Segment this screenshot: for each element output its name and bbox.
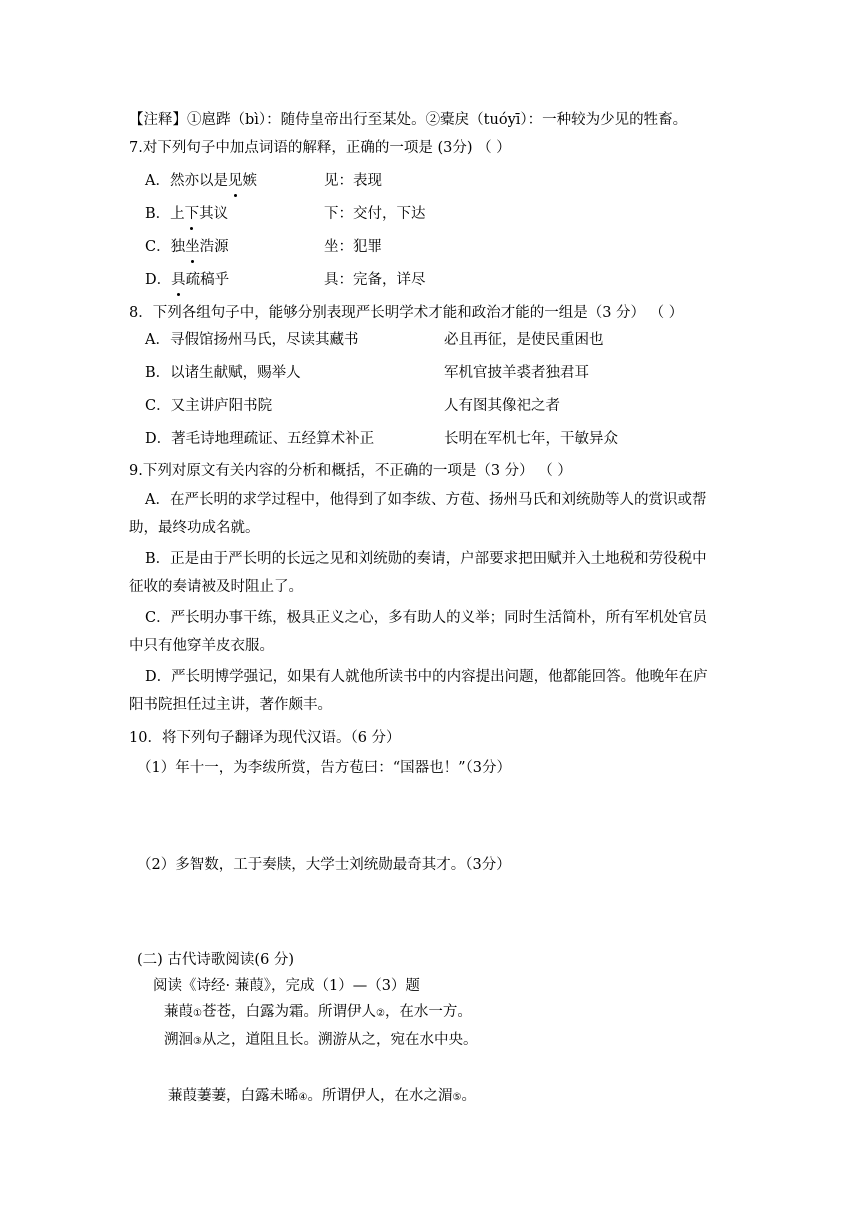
q8-option-a-left: A．寻假馆扬州马氏，尽读其藏书 [145,332,359,348]
q9-option-d-line2: 阳书院担任过主讲，著作颇丰。 [129,697,332,713]
q9-option-c-line2: 中只有他穿羊皮衣服。 [129,638,274,654]
q7-gloss-a: 见：表现 [324,173,382,189]
q8-option-b-left: B．以诸生献赋，赐举人 [145,365,301,381]
q9-option-c-line1: C．严长明办事干练，极具正义之心，多有助人的义举；同时生活简朴，所有军机处官员 [145,610,708,626]
footnote-marker: ① [193,1008,202,1019]
footnote-marker: ③ [193,1036,202,1047]
q8-option-c-right: 人有图其像祀之者 [444,398,560,414]
q8-option-c-left: C．又主讲庐阳书院 [145,398,273,414]
q8-option-a-right: 必且再征，是使民重困也 [444,332,604,348]
footnote-marker: ④ [298,1092,308,1103]
emphasis-dot: 坐 [185,239,200,255]
q8-option-d-right: 长明在军机七年，干敏异众 [444,431,618,447]
q9-option-b-line2: 征收的奏请被及时阻止了。 [129,579,303,595]
question-7-stem: 7.对下列句子中加点词语的解释，正确的一项是 (3分) （ ） [129,140,511,156]
question-8-stem: 8．下列各组句子中，能够分别表现严长明学术才能和政治才能的一组是（3 分） （ ） [129,305,684,321]
q9-option-d-line1: D．严长明博学强记，如果有人就他所读书中的内容提出问题，他都能回答。他晚年在庐 [145,669,708,685]
q8-option-b-right: 军机官披羊裘者独君耳 [444,365,589,381]
poem-line-1: 蒹葭①苍苍，白露为霜。所谓伊人②，在水一方。 [164,1004,472,1020]
question-10-stem: 10．将下列句子翻译为现代汉语。（6 分） [129,730,401,746]
section-2-heading: (二) 古代诗歌阅读(6 分) [137,952,295,968]
q9-option-a-line2: 助，最终功成名就。 [129,520,260,536]
q10-sentence-1: （1）年十一，为李绂所赏，告方苞曰：“国器也！”（3分） [137,760,512,776]
q7-option-c: C．独坐浩源 [145,239,229,255]
q7-gloss-d: 具：完备，详尽 [324,272,426,288]
q7-option-d: D．具疏稿乎 [145,272,230,288]
poem-instruction: 阅读《诗经· 蒹葭》，完成（1）—（3）题 [153,978,420,994]
emphasis-dot: 见 [227,173,243,189]
footnote-marker: ⑤ [452,1092,462,1103]
poem-line-3: 蒹葭萋萋，白露未晞④。所谓伊人，在水之湄⑤。 [168,1088,476,1104]
question-9-stem: 9.下列对原文有关内容的分析和概括，不正确的一项是（3 分） （ ） [129,463,572,479]
q7-option-a: A．然亦以是见嫉 [145,173,257,189]
q7-option-b: B．上下其议 [145,206,229,222]
q7-gloss-c: 坐：犯罪 [324,239,382,255]
q8-option-d-left: D．著毛诗地理疏证、五经算术补正 [145,431,375,447]
poem-line-2: 溯洄③从之，道阻且长。溯游从之，宛在水中央。 [164,1032,478,1048]
emphasis-dot: 下 [184,206,200,222]
q7-gloss-b: 下：交付，下达 [324,206,426,222]
q10-sentence-2: （2）多智数，工于奏牍，大学士刘统勋最奇其才。（3分） [137,857,511,873]
q9-option-b-line1: B．正是由于严长明的长远之见和刘统勋的奏请，户部要求把田赋并入土地税和劳役税中 [145,551,707,567]
emphasis-dot: 具 [171,272,186,288]
q9-option-a-line1: A．在严长明的求学过程中，他得到了如李绂、方苞、扬州马氏和刘统勋等人的赏识或帮 [145,492,707,508]
footnote-marker: ② [375,1008,385,1019]
annotation-note: 【注释】①扈跸（bì）：随侍皇帝出行至某处。②橐戾（tuóyī）：一种较为少见的牲畜。 [129,112,688,128]
